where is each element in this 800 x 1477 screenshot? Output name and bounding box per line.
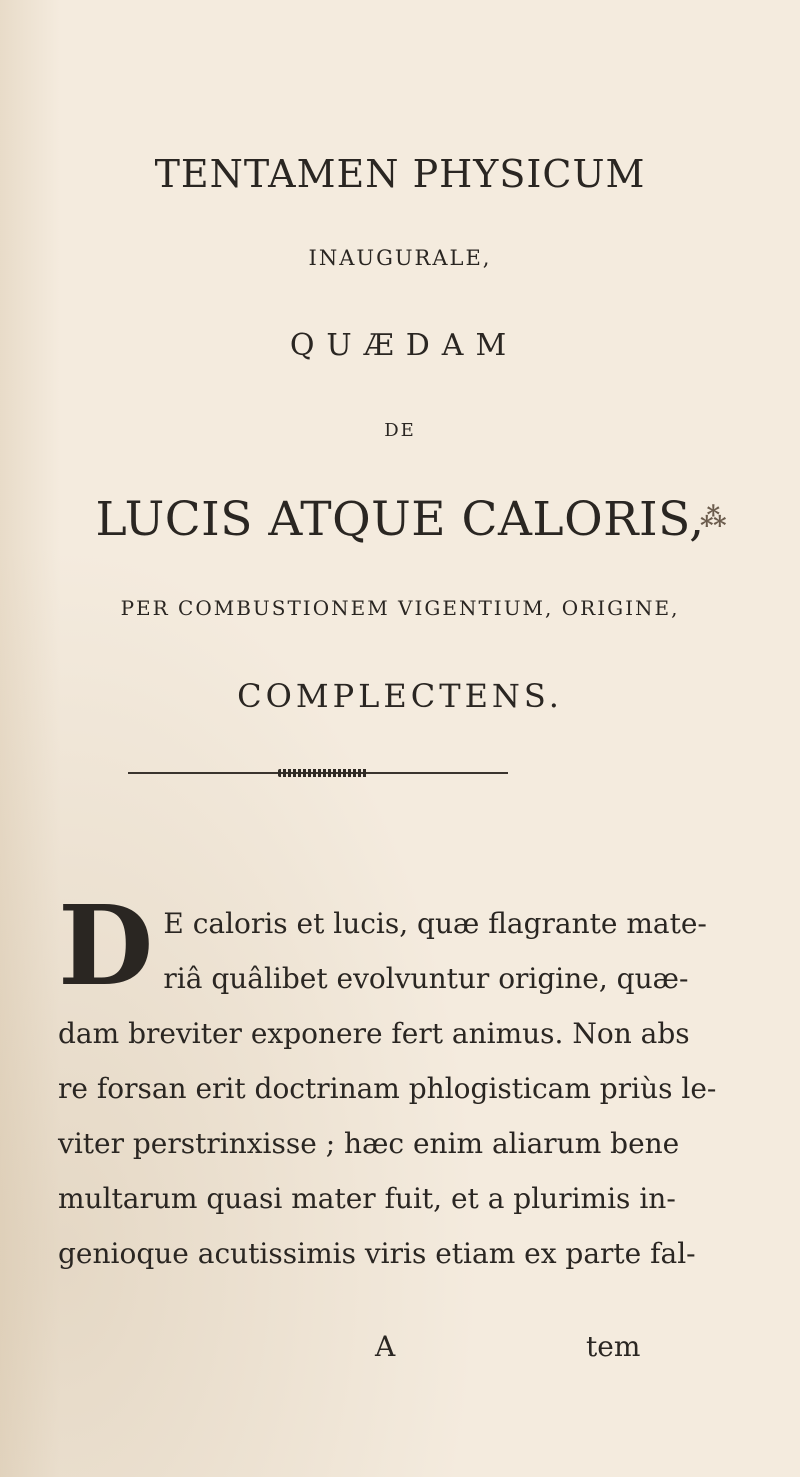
catchword: tem bbox=[586, 1330, 641, 1363]
text-line: genioque acutissimis viris etiam ex parte fal- bbox=[58, 1237, 696, 1270]
body-paragraph bbox=[58, 881, 717, 1281]
text-line: E caloris et lucis, quæ flagrante mate- bbox=[163, 907, 707, 940]
title-subject: LUCIS ATQUE CALORIS, bbox=[95, 492, 705, 547]
ornament-center-icon bbox=[278, 769, 368, 777]
text-line: dam breviter exponere fert animus. Non abs bbox=[58, 1017, 690, 1050]
title-subtitle: INAUGURALE, bbox=[308, 246, 492, 270]
drop-cap: D bbox=[58, 881, 154, 1010]
text-line: re forsan erit doctrinam phlogisticam priùs le- bbox=[58, 1072, 717, 1105]
text-line: riâ quâlibet evolvuntur origine, quæ- bbox=[163, 962, 689, 995]
title-de: DE bbox=[384, 420, 416, 441]
signature-mark: A bbox=[375, 1330, 396, 1363]
margin-ink-mark-icon: ⁂ bbox=[700, 503, 727, 533]
text-line: viter perstrinxisse ; hæc enim aliarum bene bbox=[58, 1127, 680, 1160]
title-per-line: PER COMBUSTIONEM VIGENTIUM, ORIGINE, bbox=[120, 596, 680, 620]
title-quaedam: QUÆDAM bbox=[289, 328, 519, 363]
title-complectens: COMPLECTENS. bbox=[237, 677, 563, 715]
title-main: TENTAMEN PHYSICUM bbox=[154, 152, 646, 196]
text-line: multarum quasi mater fuit, et a plurimis in- bbox=[58, 1182, 676, 1215]
